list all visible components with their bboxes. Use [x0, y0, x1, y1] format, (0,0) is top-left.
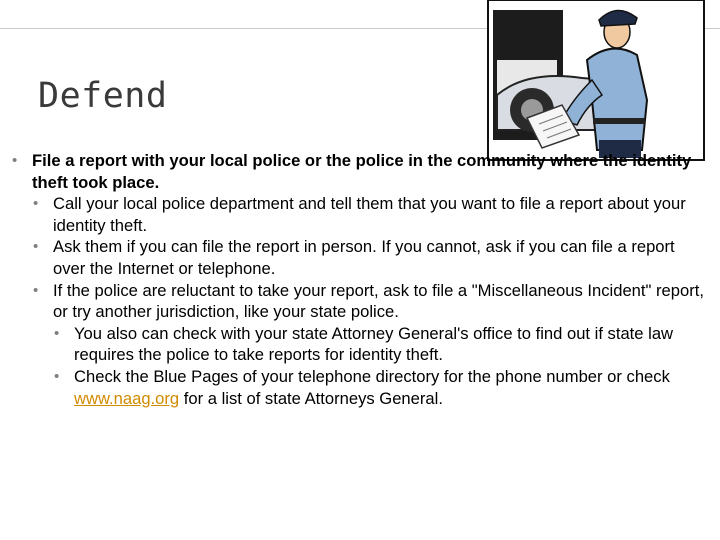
naag-link[interactable]: www.naag.org — [74, 388, 180, 408]
bullet-marker: • — [33, 238, 39, 256]
bullet-list — [12, 150, 707, 409]
bullet-marker: • — [33, 281, 39, 299]
bullet-text: File a report with your local police or the police in the community where the identity theft took place. — [32, 151, 692, 192]
bullet-item — [12, 323, 707, 366]
bullet-item — [12, 150, 707, 193]
bullet-item — [12, 193, 707, 236]
bullet-marker: • — [54, 367, 60, 385]
bullet-item — [12, 366, 707, 409]
bullet-marker: • — [33, 195, 39, 213]
bullet-text: Call your local police department and tell them that you want to file a report about your identity theft. — [53, 194, 686, 235]
bullet-item — [12, 280, 707, 323]
bullet-text — [74, 366, 707, 409]
bullet-item — [12, 236, 707, 279]
bullet-text: You also can check with your state Attorney General's office to find out if state law requires the police to take reports for identity theft. — [74, 323, 674, 365]
slide-title: Defend — [38, 76, 168, 116]
bullet-text-part: for a list of state Attorneys General. — [179, 388, 443, 408]
bullet-text: If the police are reluctant to take your report, ask to file a "Miscellaneous Incident" report, or try another jurisdiction, like your state police. — [53, 280, 704, 322]
bullet-marker: • — [54, 324, 60, 342]
bullet-text: Ask them if you can file the report in person. If you cannot, ask if you can file a report over the Internet or telephone. — [53, 237, 675, 278]
bullet-text-part: Check the Blue Pages of your telephone directory for the phone number or check — [74, 366, 670, 386]
bullet-marker: • — [12, 152, 18, 169]
